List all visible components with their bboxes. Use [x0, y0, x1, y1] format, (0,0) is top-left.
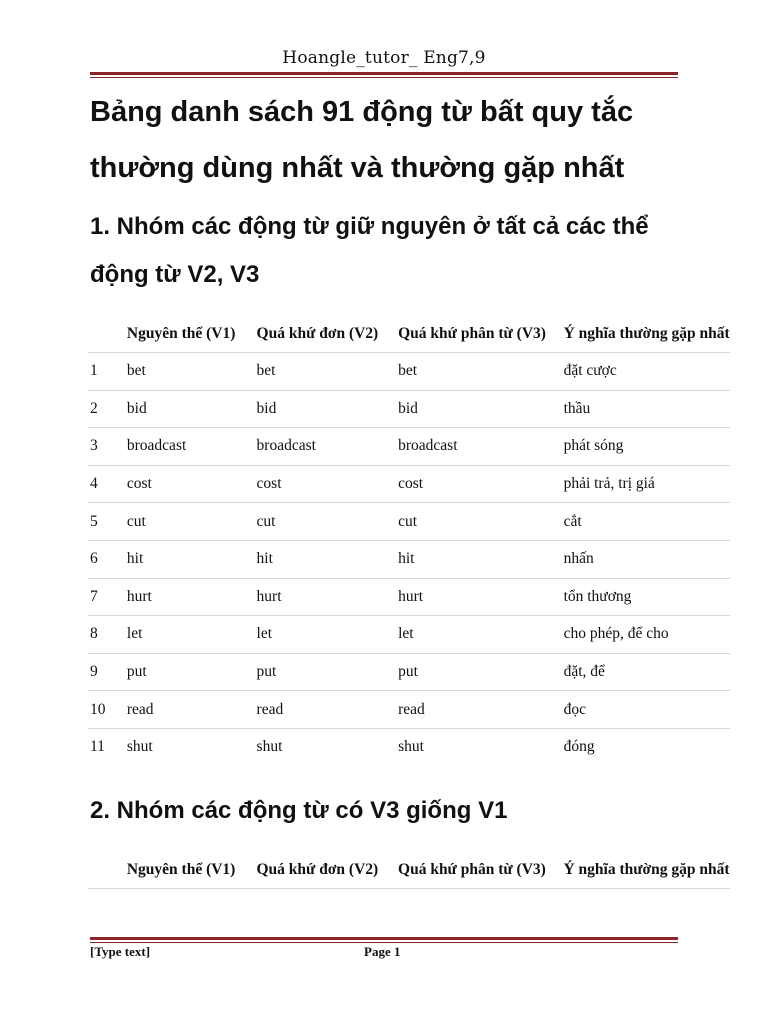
cell-v3: shut [398, 728, 563, 765]
cell-v3: hit [398, 540, 563, 578]
cell-meaning: tổn thương [564, 578, 730, 616]
cell-meaning: đóng [564, 728, 730, 765]
table-row [88, 503, 730, 541]
document-title: Bảng danh sách 91 động từ bất quy tắc thường dùng nhất và thường gặp nhất [90, 96, 634, 184]
cell-v1: broadcast [127, 428, 257, 466]
cell-v2: shut [257, 728, 399, 765]
row-index: 4 [88, 465, 127, 503]
cell-v3: read [398, 691, 563, 729]
cell-v1: let [127, 616, 257, 654]
cell-v3: let [398, 616, 563, 654]
cell-v3: cut [398, 503, 563, 541]
cell-v2: cut [257, 503, 399, 541]
row-index: 7 [88, 578, 127, 616]
row-index: 6 [88, 540, 127, 578]
cell-v3: hurt [398, 578, 563, 616]
cell-v1: cut [127, 503, 257, 541]
cell-v3: broadcast [398, 428, 563, 466]
column-header-index [88, 315, 127, 353]
cell-meaning: cho phép, để cho [564, 616, 730, 654]
cell-v1: read [127, 691, 257, 729]
header-rule-thin [90, 77, 678, 78]
column-header-meaning: Ý nghĩa thường gặp nhất [564, 315, 730, 353]
row-index: 11 [88, 728, 127, 765]
cell-meaning: đặt, để [564, 653, 730, 691]
cell-v1: shut [127, 728, 257, 765]
cell-meaning: phát sóng [564, 428, 730, 466]
table-row [88, 691, 730, 729]
cell-meaning: đọc [564, 691, 730, 729]
cell-v2: let [257, 616, 399, 654]
row-index: 3 [88, 428, 127, 466]
cell-v1: hurt [127, 578, 257, 616]
cell-v3: bet [398, 353, 563, 391]
table-header-row [88, 851, 730, 889]
cell-v2: hurt [257, 578, 399, 616]
section-1-heading: 1. Nhóm các động từ giữ nguyên ở tất cả các thể động từ V2, V3 [90, 213, 649, 288]
table-row [88, 728, 730, 765]
table-row [88, 578, 730, 616]
cell-v1: cost [127, 465, 257, 503]
row-index: 9 [88, 653, 127, 691]
cell-v2: bet [257, 353, 399, 391]
table-row [88, 353, 730, 391]
footer-rule-thin [90, 942, 678, 943]
cell-meaning: phải trả, trị giá [564, 465, 730, 503]
row-index: 2 [88, 390, 127, 428]
column-header-v2: Quá khứ đơn (V2) [257, 315, 399, 353]
column-header-v1: Nguyên thể (V1) [127, 315, 257, 353]
header-rule-thick [90, 72, 678, 75]
footer-page-number: Page 1 [364, 944, 401, 959]
verb-table-1 [88, 315, 730, 766]
cell-v1: bid [127, 390, 257, 428]
column-header-v2: Quá khứ đơn (V2) [257, 851, 399, 889]
column-header-v1: Nguyên thể (V1) [127, 851, 257, 889]
cell-meaning: nhấn [564, 540, 730, 578]
table-row [88, 390, 730, 428]
cell-v3: bid [398, 390, 563, 428]
cell-v2: broadcast [257, 428, 399, 466]
table-row [88, 616, 730, 654]
column-header-v3: Quá khứ phân từ (V3) [398, 851, 563, 889]
row-index: 10 [88, 691, 127, 729]
cell-v3: put [398, 653, 563, 691]
cell-v1: bet [127, 353, 257, 391]
cell-meaning: cắt [564, 503, 730, 541]
cell-v2: put [257, 653, 399, 691]
column-header-v3: Quá khứ phân từ (V3) [398, 315, 563, 353]
cell-v2: cost [257, 465, 399, 503]
cell-meaning: thầu [564, 390, 730, 428]
row-index: 5 [88, 503, 127, 541]
footer-rule-thick [90, 937, 678, 940]
row-index: 1 [88, 353, 127, 391]
row-index: 8 [88, 616, 127, 654]
table-row [88, 540, 730, 578]
verb-table-2 [88, 851, 730, 889]
cell-v1: hit [127, 540, 257, 578]
footer-left-text: [Type text] [90, 944, 151, 959]
cell-v1: put [127, 653, 257, 691]
page-header: Hoangle_tutor_ Eng7,9 [282, 48, 486, 68]
table-row [88, 653, 730, 691]
section-2-heading: 2. Nhóm các động từ có V3 giống V1 [90, 797, 508, 824]
table-header-row [88, 315, 730, 353]
column-header-meaning: Ý nghĩa thường gặp nhất [563, 851, 730, 889]
column-header-index [88, 851, 127, 889]
cell-v3: cost [398, 465, 563, 503]
cell-v2: bid [257, 390, 399, 428]
table-row [88, 428, 730, 466]
cell-v2: read [257, 691, 399, 729]
table-row [88, 465, 730, 503]
cell-v2: hit [257, 540, 399, 578]
cell-meaning: đặt cược [564, 353, 730, 391]
